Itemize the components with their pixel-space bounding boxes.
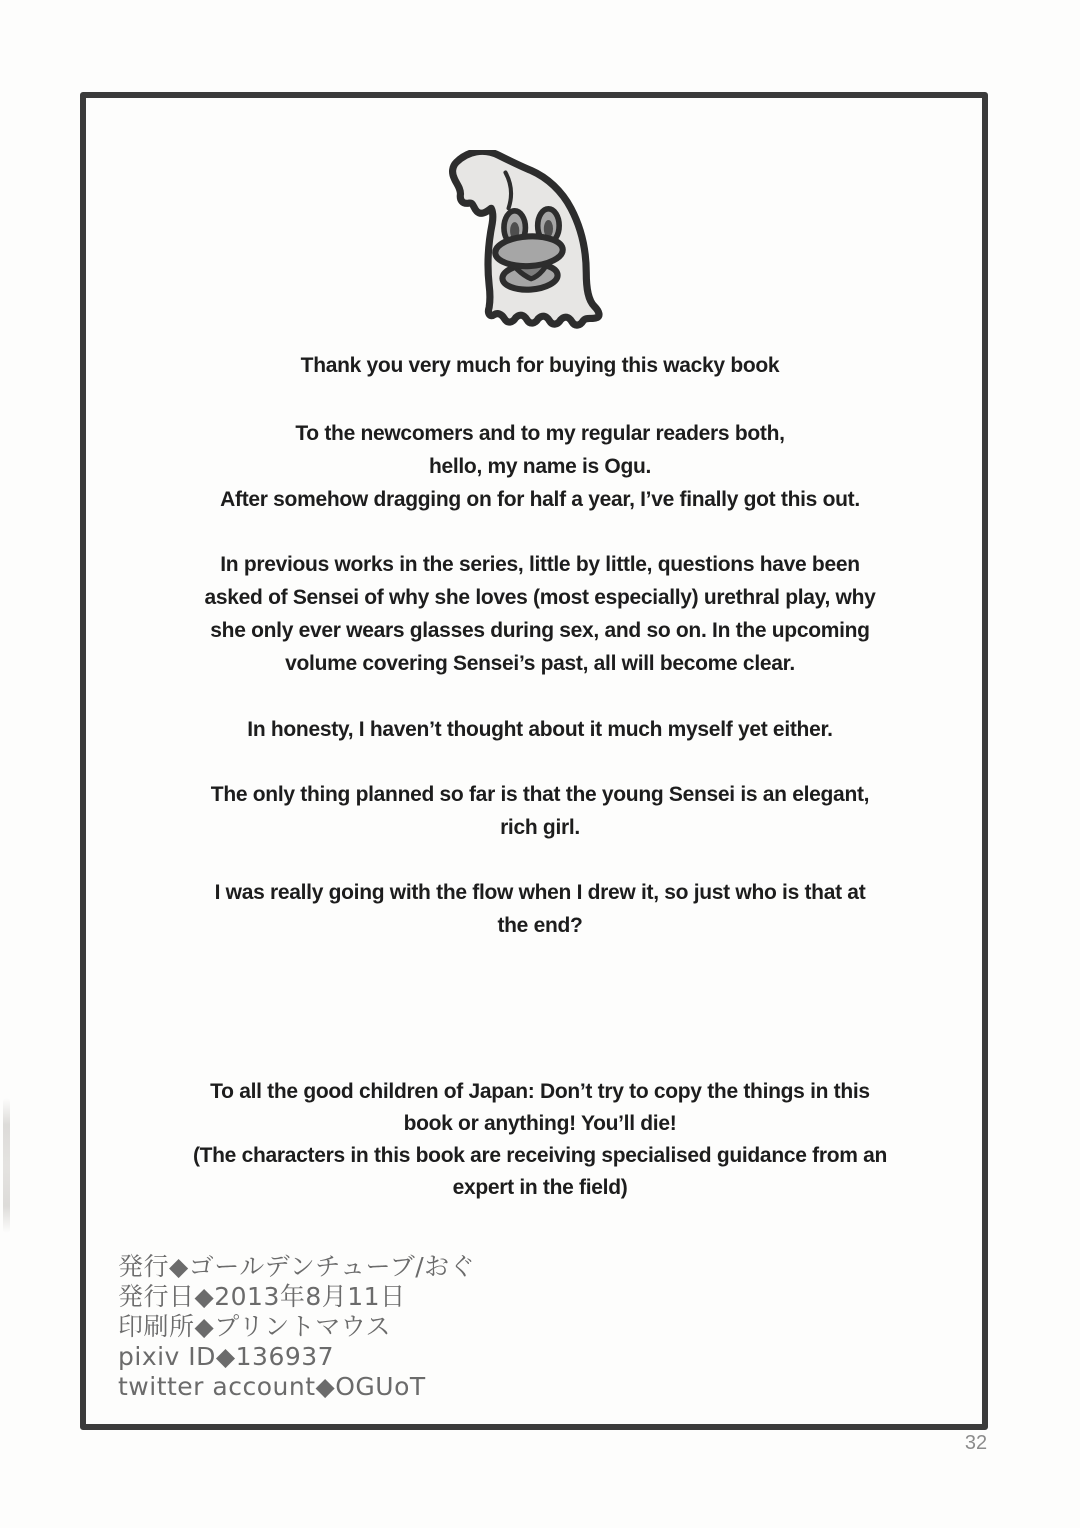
afterword-paragraph-plan xyxy=(92,778,988,844)
ghost-mascot-illustration xyxy=(446,150,612,332)
afterword-line: the end? xyxy=(497,914,583,937)
scan-artifact xyxy=(3,1098,10,1233)
afterword-line: asked of Sensei of why she loves (most especially) urethral play, why xyxy=(204,586,876,609)
afterword-line: rich girl. xyxy=(500,816,580,839)
colophon-twitter: twitter account◆OGUoT xyxy=(118,1372,426,1401)
afterword-line: book or anything! You’ll die! xyxy=(403,1112,677,1135)
mascot-nose xyxy=(495,235,564,268)
afterword-line: expert in the field) xyxy=(452,1176,628,1199)
afterword-paragraph-thanks xyxy=(92,349,988,382)
colophon xyxy=(118,1252,475,1402)
afterword-line: volume covering Sensei’s past, all will become clear. xyxy=(285,652,795,675)
afterword-line: (The characters in this book are receiving specialised guidance from an xyxy=(192,1144,888,1167)
afterword-line: To the newcomers and to my regular readers both, xyxy=(295,422,785,445)
colophon-publisher: 発行◆ゴールデンチューブ/おぐ xyxy=(118,1252,476,1281)
afterword-line: hello, my name is Ogu. xyxy=(428,455,652,478)
afterword-paragraph-warning xyxy=(92,1076,988,1204)
afterword-line: Thank you very much for buying this wacky book xyxy=(300,354,780,377)
afterword-line: To all the good children of Japan: Don’t try to copy the things in this xyxy=(210,1080,870,1103)
afterword-paragraph-series xyxy=(92,548,988,680)
afterword-line: In honesty, I haven’t thought about it much myself yet either. xyxy=(247,718,833,741)
afterword-paragraph-intro xyxy=(92,417,988,516)
afterword-line: I was really going with the flow when I drew it, so just who is that at xyxy=(214,881,866,904)
colophon-printer: 印刷所◆プリントマウス xyxy=(118,1312,391,1341)
afterword-line: In previous works in the series, little by little, questions have been xyxy=(220,553,860,576)
afterword-line: The only thing planned so far is that the young Sensei is an elegant, xyxy=(210,783,870,806)
afterword-line: she only ever wears glasses during sex, and so on. In the upcoming xyxy=(210,619,870,642)
afterword-paragraph-honesty xyxy=(92,713,988,746)
colophon-pixiv-id: pixiv ID◆136937 xyxy=(118,1342,335,1371)
afterword-paragraph-flow xyxy=(92,876,988,942)
afterword-line: After somehow dragging on for half a year, I’ve finally got this out. xyxy=(220,488,860,511)
page-number: 32 xyxy=(964,1432,988,1454)
colophon-publish-date: 発行日◆2013年8月11日 xyxy=(118,1282,406,1311)
